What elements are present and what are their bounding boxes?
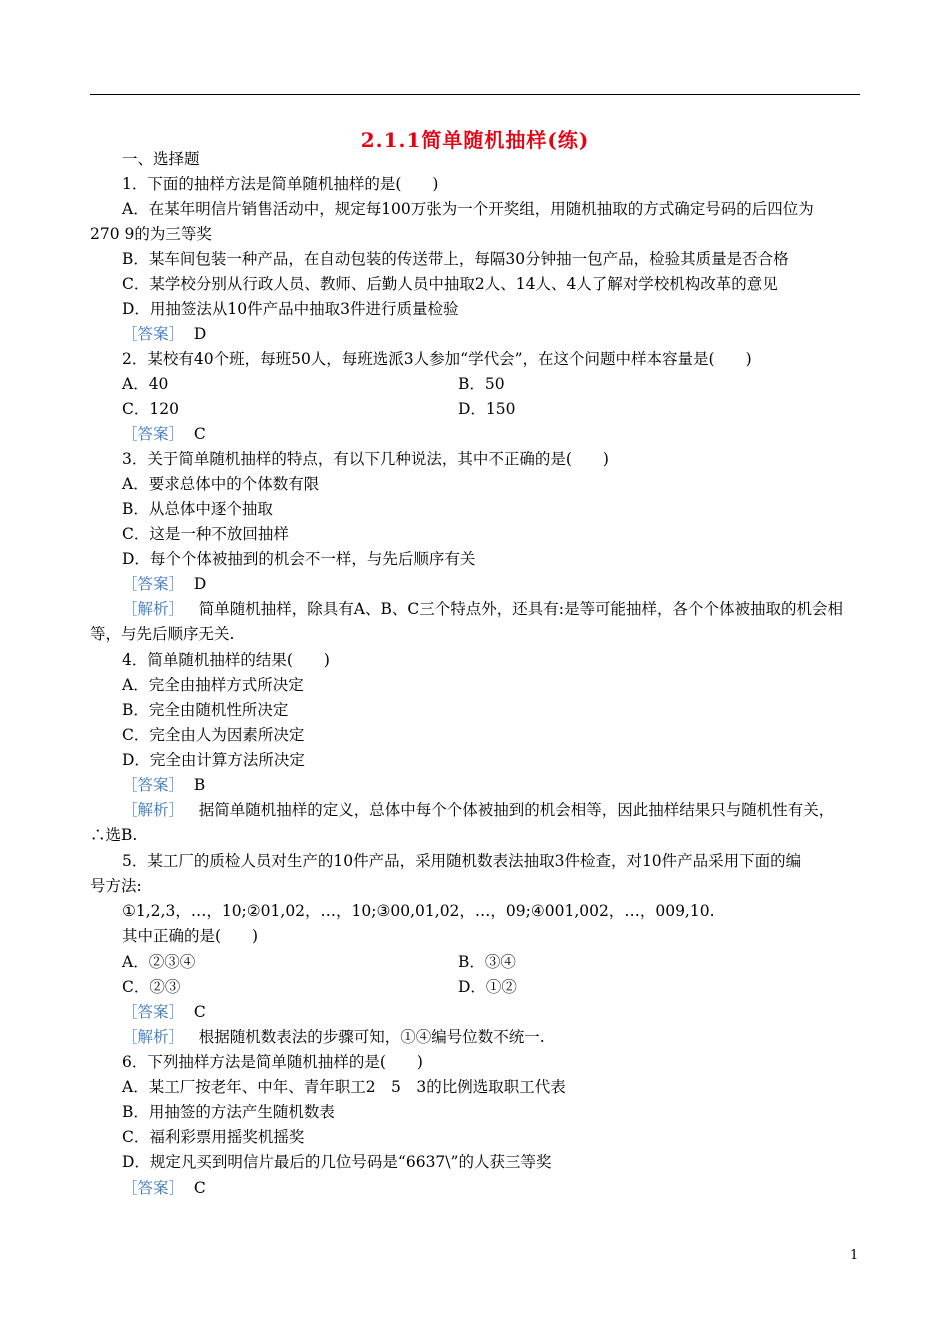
q6-option-a: A．某工厂按老年、中年、青年职工2 5 3的比例选取职工代表 bbox=[122, 1078, 566, 1096]
answer-value: D bbox=[193, 325, 207, 343]
q5-analysis bbox=[122, 1027, 545, 1047]
page-title: 2.1.1简单随机抽样(练) bbox=[360, 128, 590, 152]
analysis-tag: ［解析］ bbox=[122, 801, 185, 819]
answer-tag: ［答案］ bbox=[122, 425, 185, 443]
q2-stem: 2．某校有40个班，每班50人，每班选派3人参加“学代会”，在这个问题中样本容量是( ) bbox=[122, 350, 752, 368]
q4-option-c: C．完全由人为因素所决定 bbox=[122, 726, 305, 744]
q5-option-d: D．①② bbox=[458, 978, 517, 996]
q4-option-a: A．完全由抽样方式所决定 bbox=[122, 676, 304, 694]
q5-option-a: A．②③④ bbox=[122, 953, 196, 971]
q5-question: 其中正确的是( ) bbox=[122, 927, 259, 945]
q5-stem: 5．某工厂的质检人员对生产的10件产品，采用随机数表法抽取3件检查，对10件产品采用下面的编 bbox=[122, 852, 802, 870]
q1-answer bbox=[122, 324, 206, 344]
q6-option-d: D．规定凡买到明信片最后的几位号码是“6637\”的人获三等奖 bbox=[122, 1153, 552, 1171]
q1-option-c: C．某学校分别从行政人员、教师、后勤人员中抽取2人、14人、4人了解对学校机构改革的意见 bbox=[122, 275, 778, 293]
q5-methods: ①1,2,3，…，10;②01,02，…，10;③00,01,02，…，09;④001,002，…，009,10. bbox=[122, 902, 715, 920]
analysis-text: 根据随机数表法的步骤可知，①④编号位数不统一. bbox=[198, 1028, 545, 1046]
q1-option-b: B．某车间包装一种产品，在自动包装的传送带上，每隔30分钟抽一包产品，检验其质量是否合格 bbox=[122, 250, 789, 268]
q3-option-a: A．要求总体中的个体数有限 bbox=[122, 475, 320, 493]
q1-stem: 1．下面的抽样方法是简单随机抽样的是( ) bbox=[122, 175, 439, 193]
q5-option-b: B．③④ bbox=[458, 953, 516, 971]
q6-stem: 6．下列抽样方法是简单随机抽样的是( ) bbox=[122, 1053, 423, 1071]
q3-answer bbox=[122, 574, 206, 594]
section-heading: 一、选择题 bbox=[122, 150, 200, 168]
analysis-text: 据简单随机抽样的定义，总体中每个个体被抽到的机会相等，因此抽样结果只与随机性有关， bbox=[198, 801, 835, 819]
analysis-tag: ［解析］ bbox=[122, 1028, 185, 1046]
answer-value: C bbox=[193, 1003, 206, 1021]
q5-answer bbox=[122, 1002, 206, 1022]
analysis-tag: ［解析］ bbox=[122, 600, 185, 618]
q6-option-b: B．用抽签的方法产生随机数表 bbox=[122, 1103, 335, 1121]
q4-answer bbox=[122, 775, 205, 795]
q2-option-b: B．50 bbox=[458, 375, 505, 393]
q3-option-b: B．从总体中逐个抽取 bbox=[122, 500, 273, 518]
q3-analysis-cont: 等，与先后顺序无关. bbox=[90, 625, 235, 643]
q3-analysis bbox=[122, 599, 843, 619]
q2-option-d: D．150 bbox=[458, 400, 516, 418]
q4-option-b: B．完全由随机性所决定 bbox=[122, 701, 289, 719]
q2-answer bbox=[122, 424, 206, 444]
q6-option-c: C．福利彩票用摇奖机摇奖 bbox=[122, 1128, 305, 1146]
q2-option-a: A．40 bbox=[122, 375, 169, 393]
answer-tag: ［答案］ bbox=[122, 325, 185, 343]
answer-value: C bbox=[193, 425, 206, 443]
answer-tag: ［答案］ bbox=[122, 1003, 185, 1021]
q3-stem: 3．关于简单随机抽样的特点，有以下几种说法，其中不正确的是( ) bbox=[122, 450, 609, 468]
answer-tag: ［答案］ bbox=[122, 1179, 185, 1197]
answer-tag: ［答案］ bbox=[122, 776, 185, 794]
q5-option-c: C．②③ bbox=[122, 978, 181, 996]
q4-analysis-cont: ∴选B. bbox=[90, 826, 138, 844]
analysis-text: 简单随机抽样，除具有A、B、C三个特点外，还具有:是等可能抽样，各个个体被抽取的机会相 bbox=[198, 600, 843, 618]
q4-stem: 4．简单随机抽样的结果( ) bbox=[122, 651, 330, 669]
answer-value: D bbox=[193, 575, 207, 593]
q4-analysis bbox=[122, 800, 834, 820]
answer-value: B bbox=[193, 776, 206, 794]
q1-option-d: D．用抽签法从10件产品中抽取3件进行质量检验 bbox=[122, 300, 459, 318]
q2-option-c: C．120 bbox=[122, 400, 179, 418]
q3-option-d: D．每个个体被抽到的机会不一样，与先后顺序有关 bbox=[122, 550, 476, 568]
q5-stem-cont: 号方法: bbox=[90, 877, 142, 895]
header-rule bbox=[90, 94, 860, 95]
answer-tag: ［答案］ bbox=[122, 575, 185, 593]
q6-answer bbox=[122, 1178, 206, 1198]
q1-option-a: A．在某年明信片销售活动中，规定每100万张为一个开奖组，用随机抽取的方式确定号码的后四位为 bbox=[122, 200, 814, 218]
page-number: 1 bbox=[850, 1248, 859, 1263]
answer-value: C bbox=[193, 1179, 206, 1197]
q1-option-a-cont: 270 9的为三等奖 bbox=[90, 225, 212, 243]
q3-option-c: C．这是一种不放回抽样 bbox=[122, 525, 289, 543]
q4-option-d: D．完全由计算方法所决定 bbox=[122, 751, 305, 769]
